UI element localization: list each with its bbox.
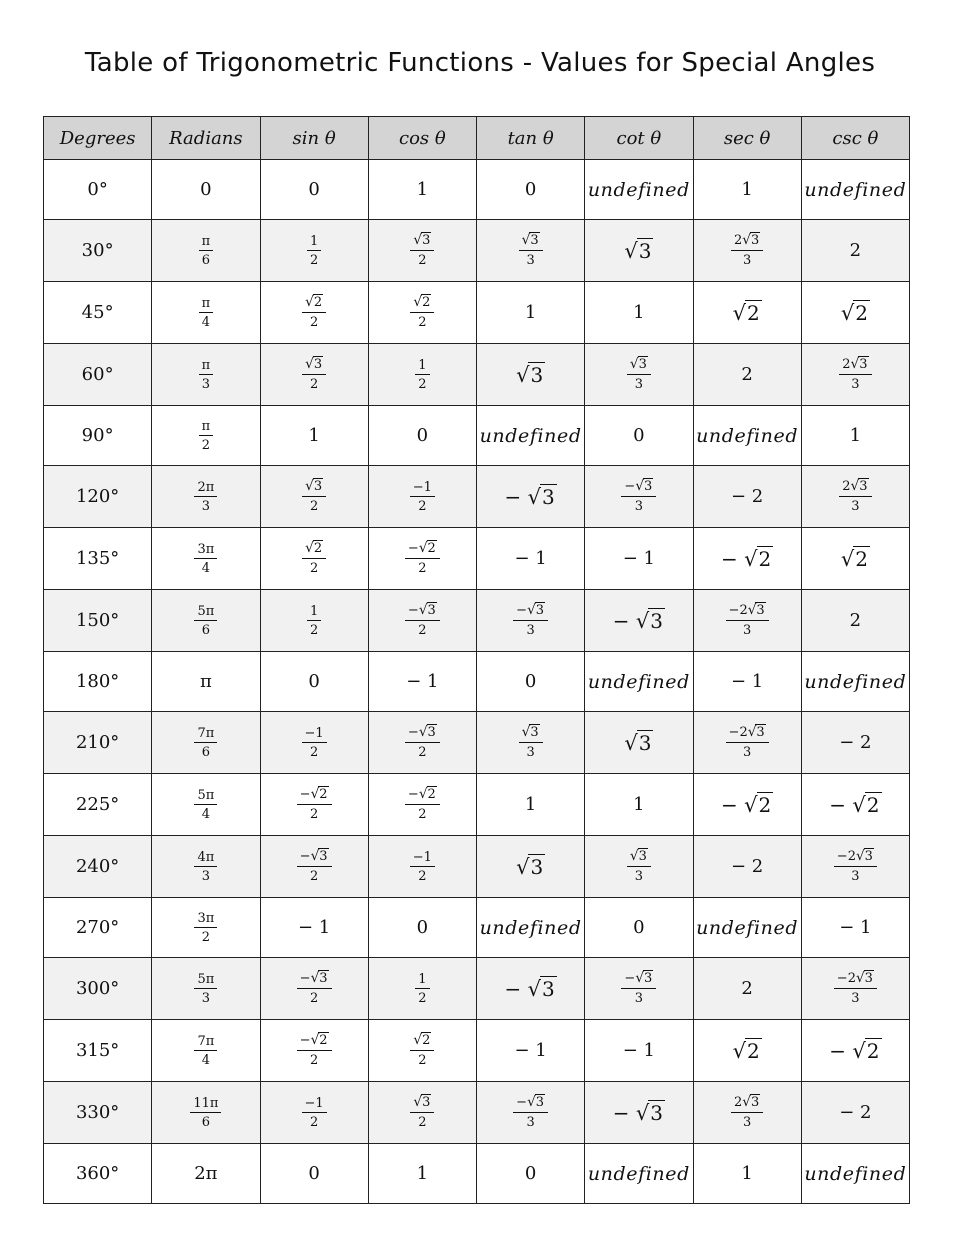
cell-cos: 0 <box>368 406 476 466</box>
cell-sec: − 2 <box>693 836 801 898</box>
cell-radians: π <box>152 652 260 712</box>
cell-csc: − 2 <box>801 1082 909 1144</box>
cell-sec: $\frac{2√3}{3}$ <box>693 220 801 282</box>
cell-degrees: 225° <box>44 774 152 836</box>
table-row <box>44 528 910 590</box>
cell-degrees: 90° <box>44 406 152 466</box>
header-cos: cos θ <box>368 117 476 160</box>
cell-csc: 2 <box>801 220 909 282</box>
cell-sin: $\frac{-1}{2}$ <box>260 1082 368 1144</box>
cell-cot: √3 <box>585 712 693 774</box>
cell-degrees: 315° <box>44 1020 152 1082</box>
table-row <box>44 1020 910 1082</box>
cell-cos: $\frac{1}{2}$ <box>368 958 476 1020</box>
cell-degrees: 330° <box>44 1082 152 1144</box>
cell-csc: − 2 <box>801 712 909 774</box>
table-row <box>44 774 910 836</box>
cell-sin: $\frac{1}{2}$ <box>260 590 368 652</box>
cell-sin: $\frac{√3}{2}$ <box>260 344 368 406</box>
table-row <box>44 898 910 958</box>
cell-csc: undefined <box>801 1144 909 1204</box>
cell-sec: 1 <box>693 160 801 220</box>
cell-degrees: 300° <box>44 958 152 1020</box>
cell-sin: $\frac{-1}{2}$ <box>260 712 368 774</box>
cell-degrees: 360° <box>44 1144 152 1204</box>
cell-cos: $\frac{1}{2}$ <box>368 344 476 406</box>
cell-radians: $\frac{\pi}{6}$ <box>152 220 260 282</box>
cell-cos: $\frac{√3}{2}$ <box>368 1082 476 1144</box>
table-row <box>44 466 910 528</box>
cell-cos: 0 <box>368 898 476 958</box>
cell-tan: undefined <box>477 406 585 466</box>
table-row <box>44 344 910 406</box>
cell-radians: 0 <box>152 160 260 220</box>
cell-degrees: 120° <box>44 466 152 528</box>
cell-cos: − 1 <box>368 652 476 712</box>
cell-csc: $\frac{-2√3}{3}$ <box>801 836 909 898</box>
trig-values-table <box>43 116 910 1204</box>
cell-cos: $\frac{-1}{2}$ <box>368 836 476 898</box>
cell-tan: 0 <box>477 1144 585 1204</box>
cell-tan: 0 <box>477 652 585 712</box>
cell-sin: $\frac{√3}{2}$ <box>260 466 368 528</box>
table-row <box>44 712 910 774</box>
cell-sin: $\frac{-√2}{2}$ <box>260 774 368 836</box>
header-csc: csc θ <box>801 117 909 160</box>
cell-csc: $\frac{2√3}{3}$ <box>801 344 909 406</box>
table-row <box>44 1144 910 1204</box>
cell-csc: undefined <box>801 652 909 712</box>
cell-sec: $\frac{-2√3}{3}$ <box>693 712 801 774</box>
cell-radians: $\frac{4\pi}{3}$ <box>152 836 260 898</box>
header-degrees: Degrees <box>44 117 152 160</box>
cell-cot: 1 <box>585 282 693 344</box>
cell-cot: √3 <box>585 220 693 282</box>
cell-csc: − √2 <box>801 1020 909 1082</box>
cell-radians: $\frac{\pi}{3}$ <box>152 344 260 406</box>
table-header-row <box>44 117 910 160</box>
cell-cot: undefined <box>585 1144 693 1204</box>
cell-tan: undefined <box>477 898 585 958</box>
table-row <box>44 652 910 712</box>
cell-cos: $\frac{-1}{2}$ <box>368 466 476 528</box>
table-row <box>44 836 910 898</box>
cell-sec: undefined <box>693 898 801 958</box>
cell-cot: 1 <box>585 774 693 836</box>
cell-radians: $\frac{\pi}{4}$ <box>152 282 260 344</box>
cell-cot: − √3 <box>585 590 693 652</box>
cell-degrees: 45° <box>44 282 152 344</box>
cell-degrees: 60° <box>44 344 152 406</box>
cell-csc: 2 <box>801 590 909 652</box>
cell-cot: $\frac{-√3}{3}$ <box>585 466 693 528</box>
cell-cos: $\frac{√2}{2}$ <box>368 282 476 344</box>
cell-sin: − 1 <box>260 898 368 958</box>
cell-sec: 2 <box>693 958 801 1020</box>
cell-tan: − √3 <box>477 466 585 528</box>
cell-cot: undefined <box>585 652 693 712</box>
table-body <box>44 160 910 1204</box>
cell-cot: − 1 <box>585 1020 693 1082</box>
cell-sec: √2 <box>693 282 801 344</box>
cell-sin: 0 <box>260 1144 368 1204</box>
cell-tan: $\frac{-√3}{3}$ <box>477 1082 585 1144</box>
header-tan: tan θ <box>477 117 585 160</box>
cell-sec: − 1 <box>693 652 801 712</box>
cell-cos: $\frac{-√2}{2}$ <box>368 774 476 836</box>
cell-cos: $\frac{√3}{2}$ <box>368 220 476 282</box>
cell-cot: $\frac{-√3}{3}$ <box>585 958 693 1020</box>
cell-sec: 1 <box>693 1144 801 1204</box>
cell-degrees: 135° <box>44 528 152 590</box>
cell-sin: $\frac{√2}{2}$ <box>260 528 368 590</box>
cell-csc: − √2 <box>801 774 909 836</box>
cell-csc: 1 <box>801 406 909 466</box>
cell-cos: $\frac{-√3}{2}$ <box>368 590 476 652</box>
header-sec: sec θ <box>693 117 801 160</box>
cell-cot: 0 <box>585 898 693 958</box>
cell-csc: √2 <box>801 528 909 590</box>
cell-radians: $\frac{\pi}{2}$ <box>152 406 260 466</box>
cell-tan: $\frac{-√3}{3}$ <box>477 590 585 652</box>
cell-cot: − 1 <box>585 528 693 590</box>
header-sin: sin θ <box>260 117 368 160</box>
cell-degrees: 0° <box>44 160 152 220</box>
cell-sin: 0 <box>260 652 368 712</box>
table-row <box>44 406 910 466</box>
cell-tan: $\frac{√3}{3}$ <box>477 220 585 282</box>
cell-radians: $\frac{7\pi}{6}$ <box>152 712 260 774</box>
cell-sin: $\frac{-√3}{2}$ <box>260 958 368 1020</box>
cell-degrees: 30° <box>44 220 152 282</box>
cell-sec: − √2 <box>693 774 801 836</box>
cell-degrees: 150° <box>44 590 152 652</box>
cell-radians: $\frac{5\pi}{6}$ <box>152 590 260 652</box>
cell-csc: $\frac{-2√3}{3}$ <box>801 958 909 1020</box>
cell-cos: $\frac{-√3}{2}$ <box>368 712 476 774</box>
header-cot: cot θ <box>585 117 693 160</box>
cell-degrees: 210° <box>44 712 152 774</box>
cell-sin: 1 <box>260 406 368 466</box>
cell-sin: $\frac{1}{2}$ <box>260 220 368 282</box>
cell-sec: undefined <box>693 406 801 466</box>
cell-csc: $\frac{2√3}{3}$ <box>801 466 909 528</box>
cell-tan: √3 <box>477 344 585 406</box>
cell-radians: $\frac{11\pi}{6}$ <box>152 1082 260 1144</box>
cell-sin: $\frac{-√3}{2}$ <box>260 836 368 898</box>
cell-tan: 1 <box>477 282 585 344</box>
table-row <box>44 282 910 344</box>
cell-radians: $\frac{3\pi}{2}$ <box>152 898 260 958</box>
cell-sec: $\frac{2√3}{3}$ <box>693 1082 801 1144</box>
cell-sin: $\frac{-√2}{2}$ <box>260 1020 368 1082</box>
table-row <box>44 958 910 1020</box>
cell-cot: $\frac{√3}{3}$ <box>585 836 693 898</box>
cell-radians: $\frac{3\pi}{4}$ <box>152 528 260 590</box>
header-radians: Radians <box>152 117 260 160</box>
cell-cos: 1 <box>368 160 476 220</box>
cell-tan: $\frac{√3}{3}$ <box>477 712 585 774</box>
cell-cot: − √3 <box>585 1082 693 1144</box>
cell-cot: 0 <box>585 406 693 466</box>
cell-degrees: 240° <box>44 836 152 898</box>
cell-sec: − √2 <box>693 528 801 590</box>
cell-cos: $\frac{√2}{2}$ <box>368 1020 476 1082</box>
cell-degrees: 270° <box>44 898 152 958</box>
table-row <box>44 590 910 652</box>
cell-tan: − √3 <box>477 958 585 1020</box>
cell-csc: √2 <box>801 282 909 344</box>
cell-cos: 1 <box>368 1144 476 1204</box>
table-row <box>44 160 910 220</box>
cell-sec: − 2 <box>693 466 801 528</box>
cell-sin: 0 <box>260 160 368 220</box>
cell-sec: $\frac{-2√3}{3}$ <box>693 590 801 652</box>
cell-radians: $\frac{7\pi}{4}$ <box>152 1020 260 1082</box>
cell-csc: undefined <box>801 160 909 220</box>
page-title: Table of Trigonometric Functions - Values for Special Angles <box>84 48 876 78</box>
cell-sec: √2 <box>693 1020 801 1082</box>
cell-radians: 2π <box>152 1144 260 1204</box>
cell-cos: $\frac{-√2}{2}$ <box>368 528 476 590</box>
cell-radians: $\frac{5\pi}{3}$ <box>152 958 260 1020</box>
cell-tan: − 1 <box>477 1020 585 1082</box>
table-row <box>44 1082 910 1144</box>
cell-csc: − 1 <box>801 898 909 958</box>
cell-cot: $\frac{√3}{3}$ <box>585 344 693 406</box>
cell-tan: 0 <box>477 160 585 220</box>
cell-tan: 1 <box>477 774 585 836</box>
cell-radians: $\frac{5\pi}{4}$ <box>152 774 260 836</box>
cell-cot: undefined <box>585 160 693 220</box>
cell-tan: √3 <box>477 836 585 898</box>
cell-sec: 2 <box>693 344 801 406</box>
table-row <box>44 220 910 282</box>
cell-sin: $\frac{√2}{2}$ <box>260 282 368 344</box>
cell-tan: − 1 <box>477 528 585 590</box>
cell-degrees: 180° <box>44 652 152 712</box>
cell-radians: $\frac{2\pi}{3}$ <box>152 466 260 528</box>
